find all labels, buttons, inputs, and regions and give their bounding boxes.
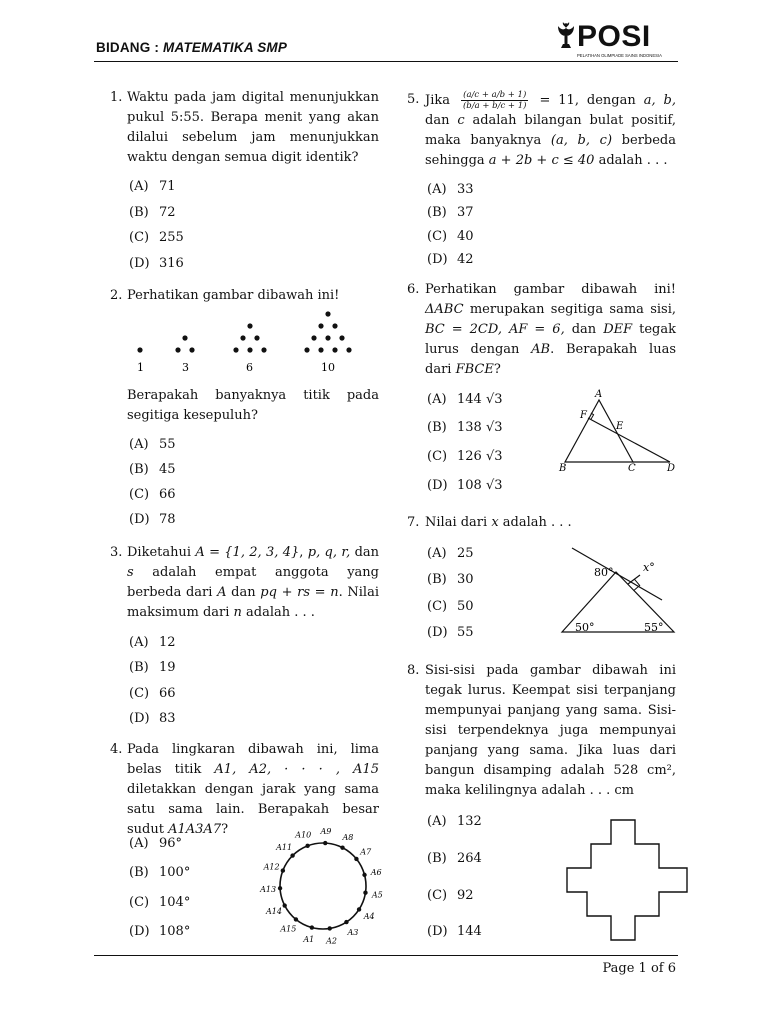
option-a[interactable]: (A) 132 (427, 814, 482, 829)
equilateral-triangle-figure (552, 386, 682, 474)
option-a[interactable]: (A) 33 (427, 182, 474, 197)
option-a[interactable]: (A) 25 (427, 546, 474, 561)
svg-text:E: E (616, 421, 624, 432)
circle-point (323, 841, 327, 845)
circle-point-label: A10 (295, 830, 312, 840)
question-number: 7. (407, 515, 420, 530)
fifteen-points-circle-figure (258, 827, 388, 946)
svg-text:A: A (595, 389, 603, 400)
circle-point (294, 917, 298, 921)
option-a[interactable]: (A) 12 (129, 635, 176, 650)
question-3 (110, 543, 380, 623)
circle-point (344, 920, 348, 924)
question-number: 1. (110, 90, 123, 105)
circle-point-label: A15 (280, 924, 297, 934)
question-2 (110, 286, 379, 306)
figure-label: 1 (137, 361, 144, 374)
option-b[interactable]: (B) 264 (427, 851, 482, 866)
option-d[interactable]: (D) 144 (427, 924, 482, 939)
circle-point-label: A1 (303, 935, 315, 945)
torch-icon (555, 22, 577, 52)
question-text: Perhatikan gambar dibawah ini! ΔABC merupakan segitiga sama sisi, BC = 2CD, AF = 6, dan DEF tegak lurus dengan AB. Berapakah luas dari FBCE? (425, 282, 677, 377)
question-2-followup (127, 386, 379, 426)
posi-logo (555, 22, 670, 62)
figure-label: 10 (321, 361, 335, 374)
circle-point (278, 886, 282, 890)
question-8 (407, 661, 676, 801)
option-a[interactable]: (A) 55 (129, 437, 176, 452)
option-d[interactable]: (D) 78 (129, 512, 176, 527)
option-c[interactable]: (C) 92 (427, 888, 474, 903)
question-number: 6. (407, 282, 420, 297)
circle-point (357, 907, 361, 911)
circle-point-label: A11 (276, 843, 293, 853)
stepped-cross-shape-figure (560, 815, 692, 943)
option-c[interactable]: (C) 104° (129, 895, 191, 910)
option-c[interactable]: (C) 66 (129, 686, 176, 701)
circle-point-label: A2 (326, 936, 338, 946)
option-d[interactable]: (D) 55 (427, 625, 474, 640)
question-text: Diketahui A = {1, 2, 3, 4}, p, q, r, dan s adalah empat anggota yang berbeda dari A dan pq + rs = n. Nilai maksimum dari n adalah . . . (127, 545, 380, 620)
option-d[interactable]: (D) 42 (427, 252, 474, 267)
circle-point-label: A14 (266, 906, 282, 916)
circle-point (310, 925, 314, 929)
svg-text:C: C (628, 463, 636, 474)
option-c[interactable]: (C) 50 (427, 599, 474, 614)
option-b[interactable]: (B) 138 √3 (427, 420, 503, 435)
option-b[interactable]: (B) 37 (427, 205, 474, 220)
question-number: 3. (110, 545, 123, 560)
option-b[interactable]: (B) 19 (129, 660, 176, 675)
option-d[interactable]: (D) 83 (129, 711, 176, 726)
question-text: Waktu pada jam digital menunjukkan pukul 5:55. Berapa menit yang akan dilalui sebelum jam menunjukkan waktu dengan semua digit identik? (127, 90, 379, 165)
question-number: 2. (110, 288, 123, 303)
circle-point (281, 868, 285, 872)
circle-point (354, 857, 358, 861)
svg-text:F: F (580, 410, 587, 421)
question-text: Perhatikan gambar dibawah ini! (127, 288, 340, 303)
circle-point-label: A5 (371, 890, 383, 900)
question-text: Pada lingkaran dibawah ini, lima belas titik A1, A2, · · · , A15 diletakkan dengan jarak yang sama satu sama lain. Berapakah besar sudut A1A3A7? (127, 742, 379, 837)
circle-point-label: A8 (342, 832, 354, 842)
circle-point-label: A3 (347, 928, 359, 938)
subject-name: MATEMATIKA SMP (163, 40, 288, 55)
logo-tagline: PELATIHAN OLIMPIADE SAINS INDONESIA (577, 53, 662, 58)
option-a[interactable]: (A) 144 √3 (427, 392, 503, 407)
option-c[interactable]: (C) 126 √3 (427, 449, 503, 464)
angle-triangle-figure (548, 540, 684, 640)
circle-point-label: A4 (363, 911, 375, 921)
circle-point (290, 853, 294, 857)
circle-point (363, 891, 367, 895)
circle-point-label: A13 (260, 884, 277, 894)
figure-label: 3 (182, 361, 189, 374)
question-text: Sisi-sisi pada gambar dibawah ini tegak lurus. Keempat sisi terpanjang mempunyai panjang yang sama. Sisi-sisi terpendeknya juga mempunyai panjang yang sama. Jika luas dari bangun disamping adalah 528 cm², maka kelilingnya adalah . . . cm (425, 663, 676, 798)
option-b[interactable]: (B) 100° (129, 865, 191, 880)
question-text: Nilai dari x adalah . . . (425, 515, 572, 530)
circle-point-label: A12 (263, 862, 280, 872)
circle-point (328, 926, 332, 930)
option-c[interactable]: (C) 66 (129, 487, 176, 502)
svg-text:50°: 50° (575, 621, 595, 634)
svg-text:x°: x° (643, 561, 655, 574)
question-6 (407, 280, 677, 380)
option-d[interactable]: (D) 316 (129, 256, 184, 271)
subject-prefix: BIDANG : (96, 40, 164, 55)
option-c[interactable]: (C) 255 (129, 230, 184, 245)
question-1 (110, 88, 379, 168)
option-b[interactable]: (B) 72 (129, 205, 176, 220)
triangular-numbers-figure (127, 305, 372, 377)
option-d[interactable]: (D) 108° (129, 924, 191, 939)
question-number: 5. (407, 92, 420, 107)
option-b[interactable]: (B) 45 (129, 462, 176, 477)
circle-point-label: A7 (360, 847, 372, 857)
page-number: Page 1 of 6 (602, 961, 676, 976)
question-4 (110, 740, 379, 840)
header-divider (94, 61, 678, 62)
svg-text:55°: 55° (644, 621, 664, 634)
question-followup-text: Berapakah banyaknya titik pada segitiga kesepuluh? (127, 388, 379, 423)
circle-point (340, 845, 344, 849)
question-text: Jika $\frac{(a/c + a/b + 1)}{(b/a + b/c + 1)}$ = 11, dengan a, b, dan c adalah bilangan bulat positif, maka banyaknya (a, b, c) berbeda sehingga a + 2b + c ≤ 40 adalah . . . (425, 90, 676, 168)
logo-word: POSI (577, 20, 651, 53)
circle-point (282, 903, 286, 907)
option-b[interactable]: (B) 30 (427, 572, 474, 587)
footer-divider (94, 955, 678, 956)
option-d[interactable]: (D) 108 √3 (427, 478, 503, 493)
circle-point-label: A6 (370, 867, 382, 877)
fraction: $\frac{(a/c + a/b + 1)}{(b/a + b/c + 1)}$ (462, 90, 527, 111)
circle-point (362, 873, 366, 877)
circle-point (305, 844, 309, 848)
option-a[interactable]: (A) 71 (129, 179, 176, 194)
circle-point-label: A9 (320, 827, 332, 837)
option-a[interactable]: (A) 96° (129, 836, 183, 851)
svg-text:D: D (667, 463, 676, 474)
subject-header (96, 40, 287, 55)
question-7 (407, 513, 676, 533)
svg-text:80°: 80° (594, 566, 614, 579)
svg-text:B: B (559, 463, 567, 474)
option-c[interactable]: (C) 40 (427, 229, 474, 244)
question-number: 8. (407, 663, 420, 678)
question-5 (407, 90, 676, 171)
question-number: 4. (110, 742, 123, 757)
figure-label: 6 (246, 361, 253, 374)
